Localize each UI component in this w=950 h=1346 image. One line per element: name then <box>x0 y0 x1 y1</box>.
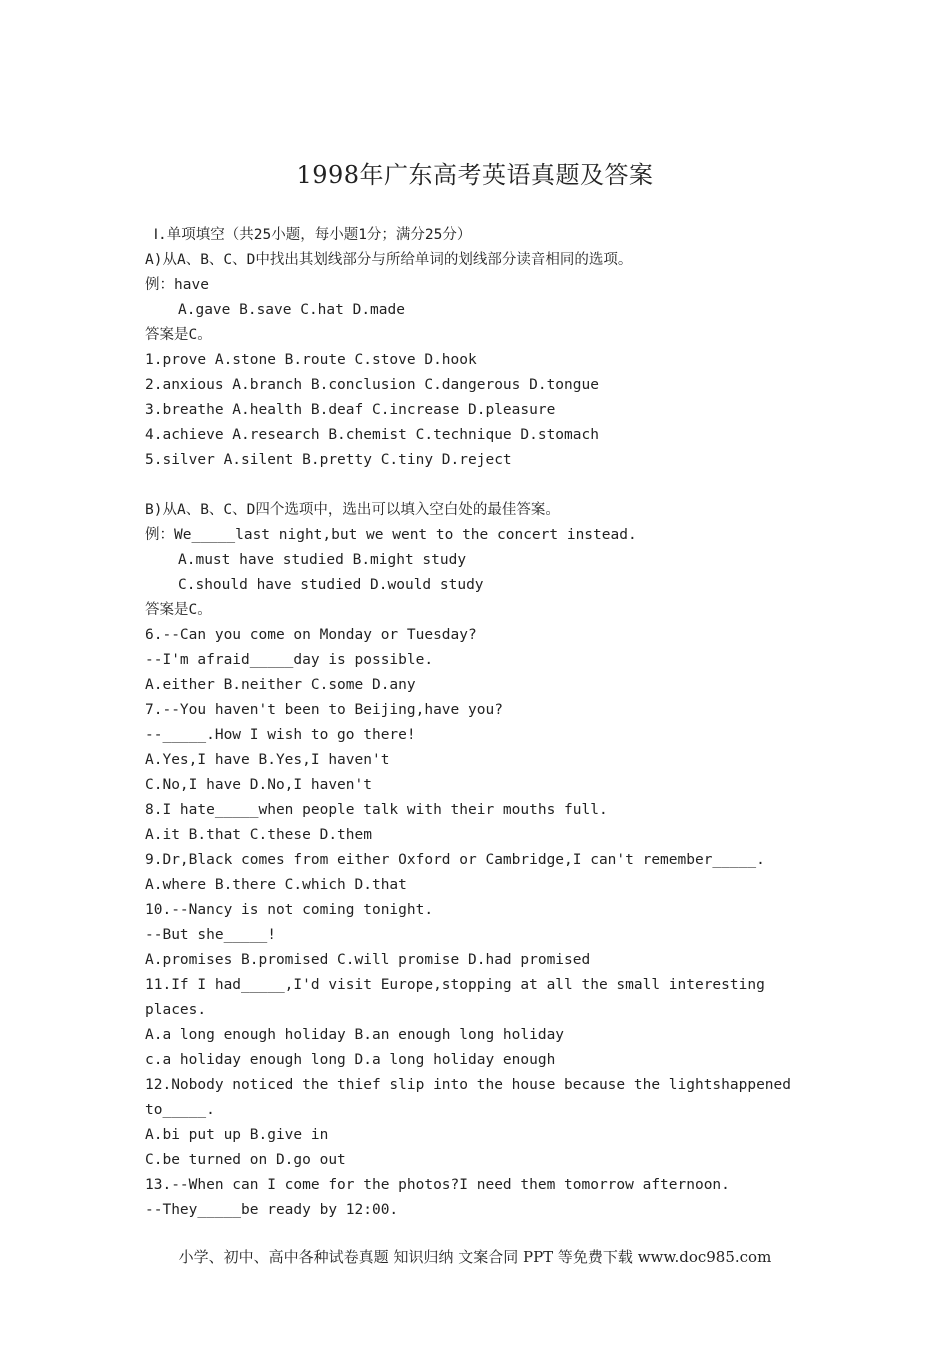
text-line: 答案是C。 <box>145 327 212 343</box>
text-line: A.promises B.promised C.will promise D.had promised <box>145 952 591 968</box>
page-footer: 小学、初中、高中各种试卷真题 知识归纳 文案合同 PPT 等免费下载 www.doc985.com <box>178 1248 772 1266</box>
text-line: 6.--Can you come on Monday or Tuesday? <box>145 627 477 643</box>
text-line: 3.breathe A.health B.deaf C.increase D.pleasure <box>145 402 556 418</box>
blank-line <box>145 473 845 498</box>
text-line: C.should have studied D.would study <box>178 577 484 593</box>
text-line: 2.anxious A.branch B.conclusion C.dangerous D.tongue <box>145 377 599 393</box>
text-line: A.either B.neither C.some D.any <box>145 677 416 693</box>
text-line: --They_____be ready by 12:00. <box>145 1202 399 1218</box>
text-line: --I'm afraid_____day is possible. <box>145 652 434 668</box>
text-line: B)从A、B、C、D四个选项中，选出可以填入空白处的最佳答案。 <box>145 502 560 518</box>
text-line: 7.--You haven't been to Beijing,have you? <box>145 702 503 718</box>
text-line: 8.I hate_____when people talk with their mouths full. <box>145 802 608 818</box>
text-line: 13.--When can I come for the photos?I need them tomorrow afternoon. <box>145 1177 730 1193</box>
text-line: A)从A、B、C、D中找出其划线部分与所给单词的划线部分读音相同的选项。 <box>145 252 633 268</box>
text-line: 例：have <box>145 277 209 293</box>
text-line: 10.--Nancy is not coming tonight. <box>145 902 434 918</box>
document-title: 1998年广东高考英语真题及答案 <box>296 161 654 189</box>
text-line: 例：We_____last night,but we went to the concert instead. <box>145 527 637 543</box>
text-line: A.it B.that C.these D.them <box>145 827 372 843</box>
text-line: --_____.How I wish to go there! <box>145 727 416 743</box>
text-line: 5.silver A.silent B.pretty C.tiny D.reject <box>145 452 512 468</box>
text-line: A.gave B.save C.hat D.made <box>178 302 405 318</box>
text-line: --But she_____! <box>145 927 276 943</box>
text-line: Ⅰ.单项填空（共25小题，每小题1分；满分25分） <box>145 227 472 243</box>
text-line: 答案是C。 <box>145 602 212 618</box>
text-line: A.Yes,I have B.Yes,I haven't <box>145 752 390 768</box>
text-line: A.bi put up B.give in <box>145 1127 329 1143</box>
text-line: 12.Nobody noticed the thief slip into the house because the lightshappened <box>145 1077 792 1093</box>
text-line: to_____. <box>145 1102 215 1118</box>
text-line: A.must have studied B.might study <box>178 552 467 568</box>
text-line: 1.prove A.stone B.route C.stove D.hook <box>145 352 477 368</box>
text-line: C.No,I have D.No,I haven't <box>145 777 372 793</box>
text-line: C.be turned on D.go out <box>145 1152 346 1168</box>
text-line: places. <box>145 1002 207 1018</box>
text-line: 9.Dr,Black comes from either Oxford or Cambridge,I can't remember_____. <box>145 852 765 868</box>
text-line: c.a holiday enough long D.a long holiday enough <box>145 1052 556 1068</box>
document-body <box>145 223 845 1223</box>
text-line: 11.If I had_____,I'd visit Europe,stopping at all the small interesting <box>145 977 765 993</box>
text-line: 4.achieve A.research B.chemist C.technique D.stomach <box>145 427 599 443</box>
text-line: A.where B.there C.which D.that <box>145 877 407 893</box>
text-line: A.a long enough holiday B.an enough long holiday <box>145 1027 565 1043</box>
